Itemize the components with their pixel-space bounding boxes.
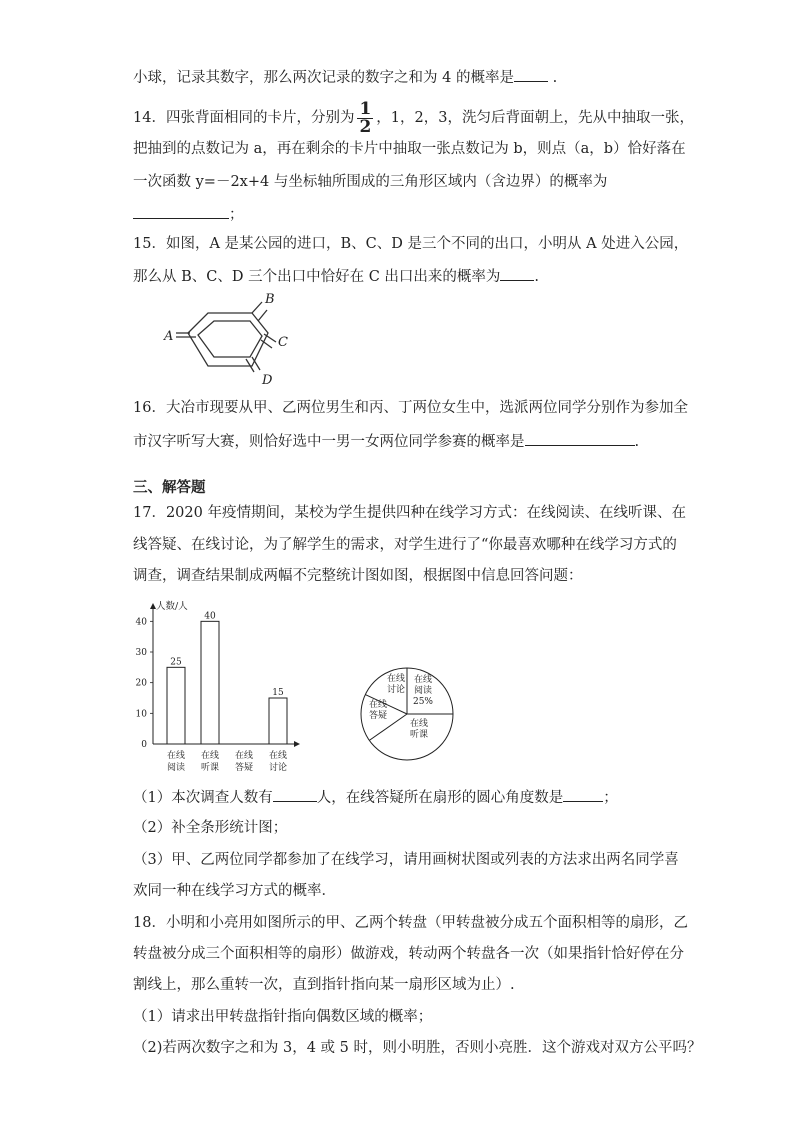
q15-text: 15．如图，A 是某公园的进口，B、C、D 是三个不同的出口，小明从 A 处进入公园， [133,236,689,252]
q16-text: 市汉字听写大赛，则恰好选中一男一女两位同学参赛的概率是 [133,434,525,450]
y-tick-label: 20 [135,678,147,689]
q17-3-text: 欢同一种在线学习方式的概率． [133,883,336,899]
q17-line-1 [133,503,686,523]
pie-slice-label: 在线 [368,700,388,710]
label-b: B [265,292,275,307]
q18-2-text: （2)若两次数字之和为 3，4 或 5 时，则小明胜，否则小亮胜．这个游戏对双方公平吗？ [133,1040,702,1056]
label-d: D [262,373,273,388]
inner-path [198,321,262,357]
period: . [534,269,540,285]
q18-text: 18．小明和小亮用如图所示的甲、乙两个转盘（甲转盘被分成五个面积相等的扇形，乙 [133,915,688,931]
q16-line-1 [133,398,688,418]
q14-text-a: 14．四张背面相同的卡片，分别为 [133,110,355,126]
q17-text: 调查，调查结果制成两幅不完整统计图如图，根据图中信息回答问题： [133,568,583,584]
fraction-one-half [357,98,373,137]
q17-text: 线答疑、在线讨论，为了解学生的需求，对学生进行了“你最喜欢哪种在线学习方式的 [133,537,677,553]
q17-3-text: （3）甲、乙两位同学都参加了在线学习，请用画树状图或列表的方法求出两名同学喜 [133,852,679,868]
category-label: 听课 [200,763,220,773]
label-c: C [278,335,288,350]
category-label: 答疑 [234,763,254,773]
q14-text: 一次函数 y=－2x+4 与坐标轴所围成的三角形区域内（含边界）的概率为 [133,174,608,190]
answer-blank[interactable] [133,203,229,219]
q17-sub-2 [133,818,287,838]
q18-line-2 [133,944,684,964]
period: . [634,434,640,450]
bar-value-label: 25 [170,657,182,668]
label-a: A [164,329,174,344]
bar [167,667,185,744]
y-tick-label: 40 [135,617,147,628]
section-title: 三、解答题 [133,479,206,496]
period: . [552,70,558,86]
y-axis-label: 人数/人 [156,601,188,612]
answer-blank[interactable] [525,430,635,446]
q17-sub-3 [133,850,679,870]
y-tick-label: 0 [141,740,147,750]
category-label: 讨论 [268,763,288,773]
q16-text: 16．大冶市现要从甲、乙两位男生和丙、丁两位女生中，选派两位同学分别作为参加全 [133,400,688,416]
fraction-denominator: 2 [359,116,372,137]
q17-1-text: 人，在线答疑所在扇形的圆心角度数是 [316,790,564,806]
bar [201,621,219,744]
category-label: 在线 [200,751,220,761]
q18-1-text: （1）请求出甲转盘指针指向偶数区域的概率； [133,1009,433,1025]
category-label: 阅读 [166,763,186,773]
pie-slice-label: 在线 [386,674,406,684]
q14-line-2 [133,139,686,159]
answer-blank[interactable] [500,265,534,281]
q15-line-1 [133,234,688,254]
q15-line-2 [133,265,539,287]
q18-line-3 [133,975,515,995]
semicolon: ； [229,207,244,223]
pie-slice-label: 听课 [409,730,429,740]
answer-blank[interactable] [563,786,603,802]
x-axis-arrow [294,741,300,747]
q15-text: 那么从 B、C、D 三个出口中恰好在 C 出口出来的概率为 [133,269,501,285]
category-label: 在线 [268,751,288,761]
q17-text: 17．2020 年疫情期间，某校为学生提供四种在线学习方式：在线阅读、在线听课、在 [133,505,686,521]
q14-line-4 [133,203,244,225]
bar-value-label: 40 [204,611,216,622]
y-tick-label: 30 [135,648,147,658]
pie-slice-label: 阅读 [413,686,433,696]
q14-line-1 [133,100,694,136]
exit-b-path [252,302,262,313]
pie-slice-label: 在线 [413,675,433,685]
q14-text: 把抽到的点数记为 a，再在剩余的卡片中抽取一张点数记为 b，则点（a，b）恰好落在 [133,141,686,157]
answer-blank[interactable] [273,786,317,802]
section-heading [133,478,206,498]
exit-b-path [258,310,267,321]
pie-slice-label: 答疑 [368,711,388,721]
q18-text: 割线上，那么重转一次，直到指针指向某一扇形区域为止）. [133,977,515,993]
pie-slice-label: 25% [412,697,434,707]
q17-sub-1 [133,786,618,808]
q18-sub-2 [133,1038,702,1058]
y-tick-label: 10 [135,709,147,720]
pie-slice-label: 讨论 [386,685,406,695]
bar-chart [125,596,305,776]
q17-line-3 [133,566,583,586]
category-label: 在线 [166,751,186,761]
pie-chart [352,659,462,769]
q17-sub-3b [133,881,336,901]
q17-2-text: （2）补全条形统计图； [133,820,288,836]
q13-tail [133,66,557,88]
q18-sub-1 [133,1007,432,1027]
pie-slice-label: 在线 [409,719,429,729]
semicolon: ； [603,790,618,806]
q14-text-b: ，1，2，3，洗匀后背面朝上，先从中抽取一张， [376,110,694,126]
q16-line-2 [133,430,639,452]
park-figure [160,292,300,392]
q18-text: 转盘被分成三个面积相等的扇形）做游戏，转动两个转盘各一次（如果指针恰好停在分 [133,946,684,962]
bar-value-label: 15 [272,688,284,698]
q18-line-1 [133,913,688,933]
bar [269,698,287,744]
category-label: 在线 [234,751,254,761]
q13-tail-text: 小球，记录其数字，那么两次记录的数字之和为 4 的概率是 [133,70,514,86]
answer-blank[interactable] [514,66,548,82]
q17-1-text: （1）本次调查人数有 [133,790,273,806]
fraction-numerator: 1 [359,98,372,119]
q14-line-3 [133,172,607,192]
q17-line-2 [133,535,677,555]
